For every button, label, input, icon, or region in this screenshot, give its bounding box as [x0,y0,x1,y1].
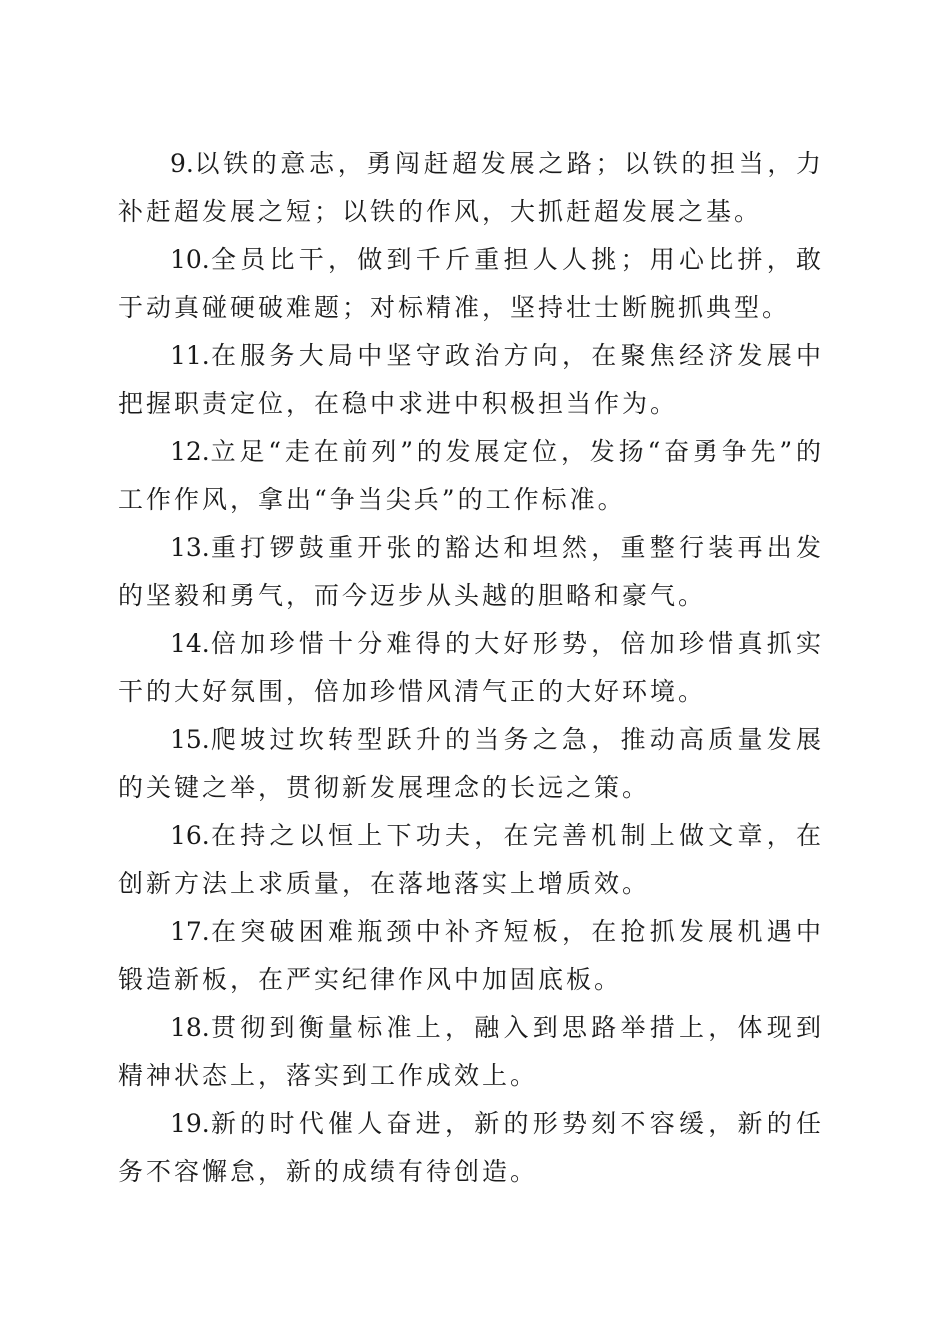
paragraph-number: 11. [170,341,210,370]
paragraph-text: 立足“走在前列”的发展定位，发扬“奋勇争先”的工作作风，拿出“争当尖兵”的工作标准。 [118,437,824,514]
paragraph-text: 以铁的意志，勇闯赶超发展之路；以铁的担当，力补赶超发展之短；以铁的作风，大抓赶超发展之基。 [118,149,824,226]
paragraph-text: 贯彻到衡量标准上，融入到思路举措上，体现到精神状态上，落实到工作成效上。 [118,1013,824,1090]
paragraph-17 [118,908,824,1004]
paragraph-number: 10. [170,245,210,274]
paragraph-18 [118,1004,824,1100]
paragraph-number: 16. [170,821,210,850]
paragraph-19 [118,1100,824,1196]
paragraph-text: 爬坡过坎转型跃升的当务之急，推动高质量发展的关键之举，贯彻新发展理念的长远之策。 [118,725,824,802]
paragraph-number: 12. [170,437,210,466]
document-body [118,140,824,1196]
paragraph-number: 18. [170,1013,210,1042]
paragraph-number: 14. [170,629,210,658]
paragraph-number: 17. [170,917,210,946]
paragraph-text: 在突破困难瓶颈中补齐短板，在抢抓发展机遇中锻造新板，在严实纪律作风中加固底板。 [118,917,824,994]
paragraph-11 [118,332,824,428]
paragraph-number: 13. [170,533,210,562]
paragraph-number: 15. [170,725,210,754]
paragraph-number: 9. [170,149,194,178]
paragraph-text: 在服务大局中坚守政治方向，在聚焦经济发展中把握职责定位，在稳中求进中积极担当作为。 [118,341,824,418]
paragraph-number: 19. [170,1109,210,1138]
paragraph-9 [118,140,824,236]
paragraph-text: 在持之以恒上下功夫，在完善机制上做文章，在创新方法上求质量，在落地落实上增质效。 [118,821,824,898]
paragraph-16 [118,812,824,908]
paragraph-12 [118,428,824,524]
paragraph-13 [118,524,824,620]
paragraph-10 [118,236,824,332]
paragraph-text: 全员比干，做到千斤重担人人挑；用心比拼，敢于动真碰硬破难题；对标精准，坚持壮士断腕抓典型。 [118,245,824,322]
paragraph-15 [118,716,824,812]
paragraph-text: 新的时代催人奋进，新的形势刻不容缓，新的任务不容懈怠，新的成绩有待创造。 [118,1109,824,1186]
paragraph-14 [118,620,824,716]
paragraph-text: 重打锣鼓重开张的豁达和坦然，重整行装再出发的坚毅和勇气，而今迈步从头越的胆略和豪气。 [118,533,824,610]
paragraph-text: 倍加珍惜十分难得的大好形势，倍加珍惜真抓实干的大好氛围，倍加珍惜风清气正的大好环境。 [118,629,824,706]
